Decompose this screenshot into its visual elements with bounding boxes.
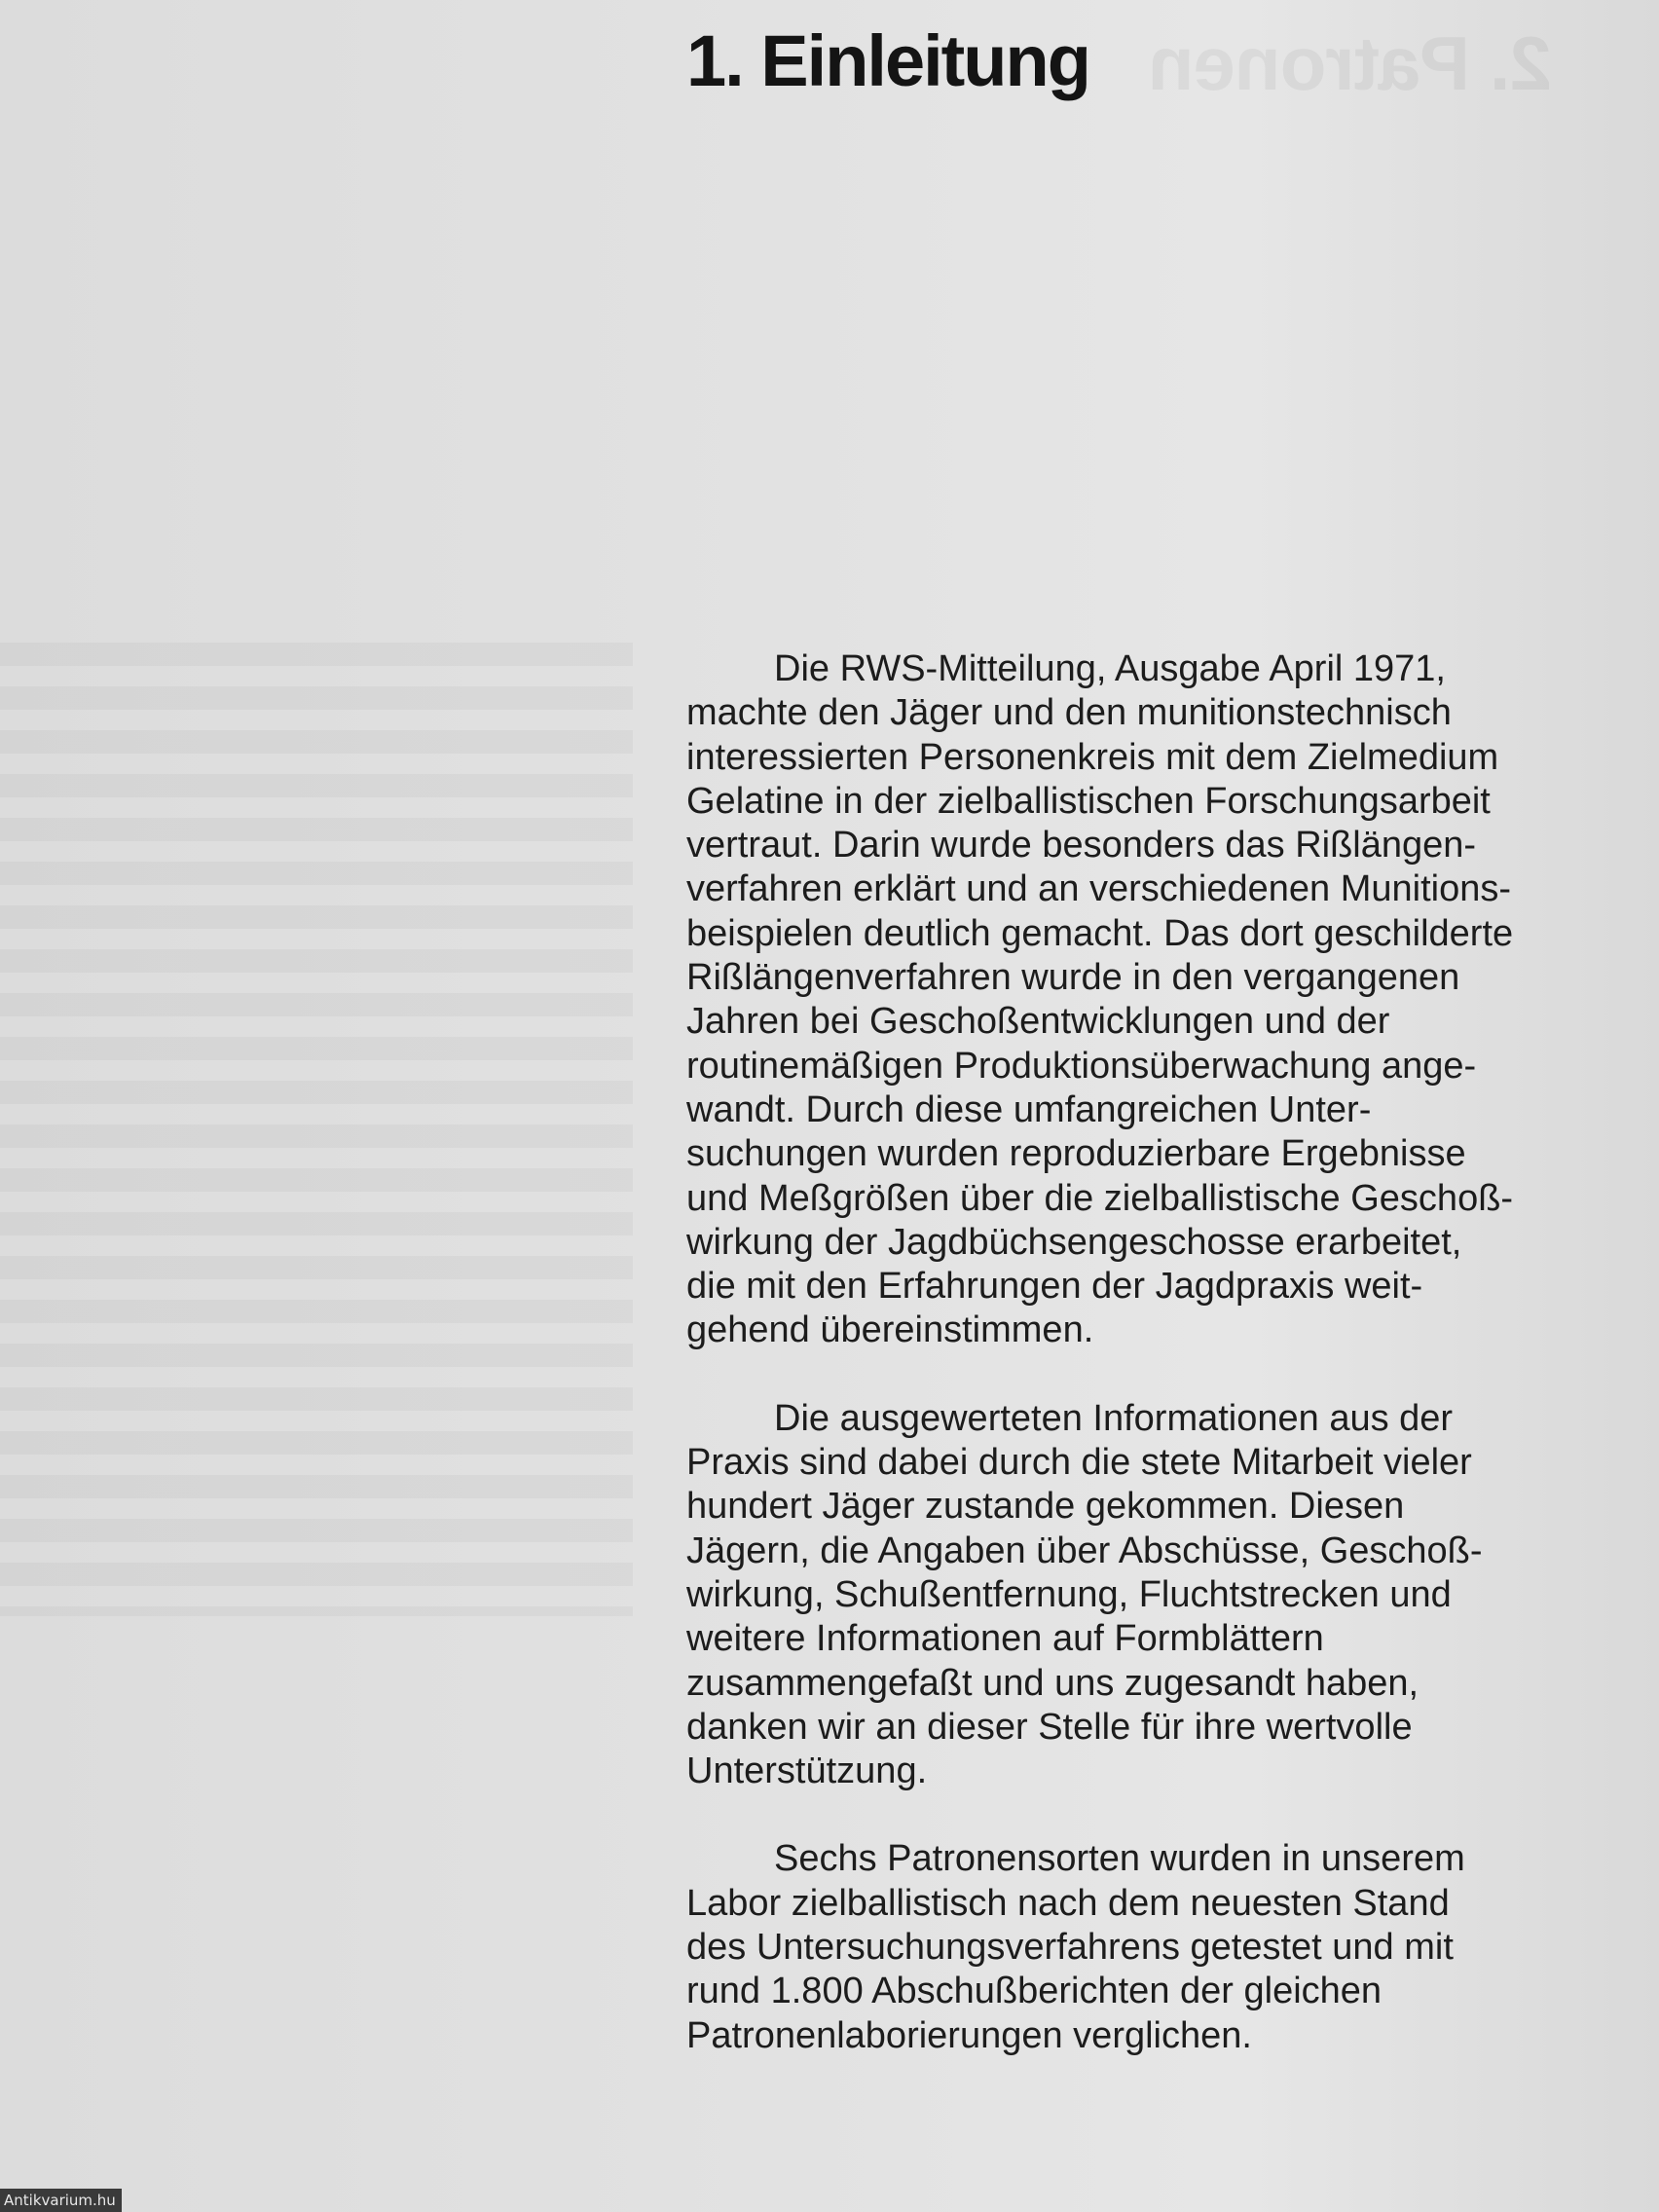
text-line: wirkung der Jagdbüchsengeschosse erarbeitet, bbox=[686, 1221, 1462, 1263]
text-line: verfahren erklärt und an verschiedenen Munitions- bbox=[686, 868, 1512, 910]
text-line: Rißlängenverfahren wurde in den vergangenen bbox=[686, 957, 1460, 999]
text-line: Patronenlaborierungen verglichen. bbox=[686, 2014, 1252, 2056]
text-line: suchungen wurden reproduzierbare Ergebnisse bbox=[686, 1133, 1466, 1175]
text-line: des Untersuchungsverfahrens getestet und mit bbox=[686, 1927, 1454, 1969]
text-line: danken wir an dieser Stelle für ihre wertvolle bbox=[686, 1706, 1413, 1748]
page-heading: 1. Einleitung bbox=[686, 20, 1089, 101]
text-line: hundert Jäger zustande gekommen. Diesen bbox=[686, 1486, 1405, 1528]
text-line: interessierten Personenkreis mit dem Zielmedium bbox=[686, 736, 1499, 778]
text-line: machte den Jäger und den munitionstechnisch bbox=[686, 692, 1452, 734]
text-line: rund 1.800 Abschußberichten der gleichen bbox=[686, 1971, 1382, 2012]
text-line: Sechs Patronensorten wurden in unserem bbox=[774, 1838, 1465, 1880]
text-line: Labor zielballistisch nach dem neuesten Stand bbox=[686, 1882, 1450, 1924]
text-line: Die RWS-Mitteilung, Ausgabe April 1971, bbox=[774, 648, 1446, 689]
text-line: Praxis sind dabei durch die stete Mitarbeit vieler bbox=[686, 1442, 1472, 1484]
text-line: Gelatine in der zielballistischen Forschungsarbeit bbox=[686, 780, 1491, 822]
paragraph-1 bbox=[686, 647, 1602, 1353]
text-line: Unterstützung. bbox=[686, 1751, 928, 1792]
text-line: die mit den Erfahrungen der Jagdpraxis weit- bbox=[686, 1266, 1423, 1308]
text-line: vertraut. Darin wurde besonders das Rißlängen- bbox=[686, 825, 1477, 866]
text-line: routinemäßigen Produktionsüberwachung ange- bbox=[686, 1045, 1477, 1087]
text-line: und Meßgrößen über die zielballistische Geschoß- bbox=[686, 1177, 1514, 1219]
text-line: Jägern, die Angaben über Abschüsse, Geschoß- bbox=[686, 1530, 1483, 1571]
text-line: beispielen deutlich gemacht. Das dort geschilderte bbox=[686, 912, 1514, 954]
text-line: gehend übereinstimmen. bbox=[686, 1309, 1094, 1351]
text-line: wandt. Durch diese umfangreichen Unter- bbox=[686, 1088, 1372, 1130]
body-text bbox=[686, 647, 1602, 2102]
bleed-through-text bbox=[0, 643, 633, 1616]
paragraph-2 bbox=[686, 1397, 1602, 1794]
text-line: zusammengefaßt und uns zugesandt haben, bbox=[686, 1662, 1419, 1704]
text-line: weitere Informationen auf Formblättern bbox=[686, 1618, 1324, 1660]
text-line: Jahren bei Geschoßentwicklungen und der bbox=[686, 1001, 1390, 1043]
text-line: Die ausgewerteten Informationen aus der bbox=[774, 1397, 1454, 1439]
paragraph-3 bbox=[686, 1837, 1602, 2057]
bleed-through-heading: 2. Patronen bbox=[1149, 20, 1552, 106]
text-line: wirkung, Schußentfernung, Fluchtstrecken und bbox=[686, 1573, 1452, 1615]
watermark: Antikvarium.hu bbox=[0, 2189, 122, 2212]
